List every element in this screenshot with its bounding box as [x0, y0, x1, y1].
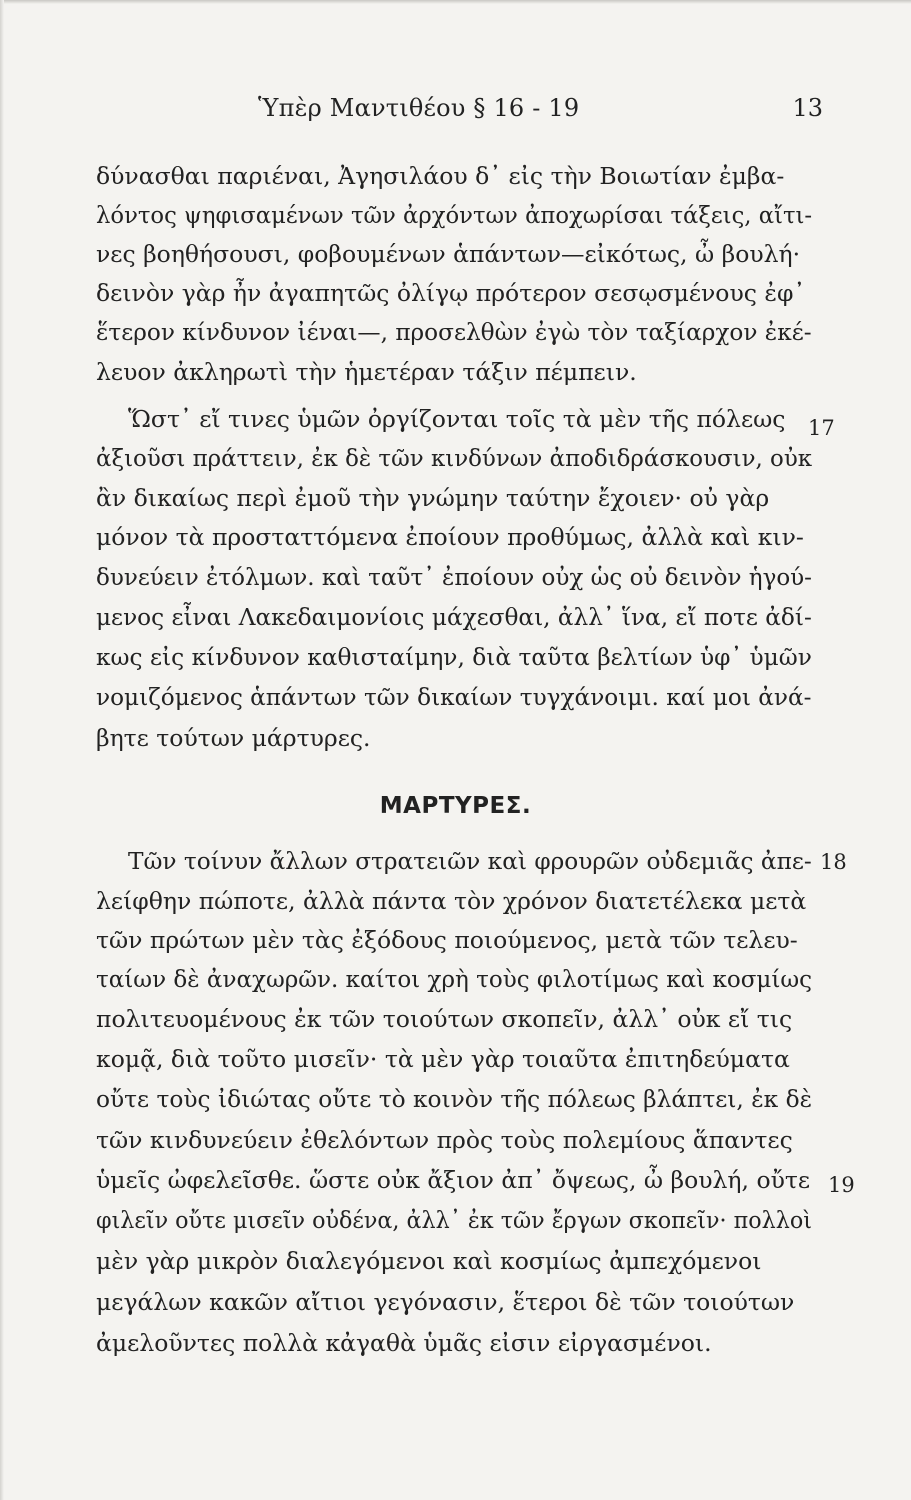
- text-line: ἕτερον κίνδυνον ἰέναι—, προσελθὼν ἐγὼ τὸν ταξίαρχον ἐκέ-: [96, 318, 812, 346]
- text-line: ταίων δὲ ἀναχωρῶν. καίτοι χρὴ τοὺς φιλοτίμως καὶ κοσμίως: [96, 965, 813, 993]
- text-line: κομᾷ, διὰ τοῦτο μισεῖν· τὰ μὲν γὰρ τοιαῦτα ἐπιτηδεύματα: [96, 1045, 790, 1073]
- section-number-18: 18: [820, 850, 847, 874]
- page-edge-shadow-left: [0, 0, 4, 1500]
- section-number-17: 17: [808, 416, 835, 440]
- text-line: νες βοηθήσουσι, φοβουμένων ἁπάντων—εἰκότως, ὦ βουλή·: [96, 240, 801, 268]
- running-head: Ὑπὲρ Μαντιθέου § 16 - 19: [258, 94, 580, 122]
- text-line: δεινὸν γὰρ ἦν ἀγαπητῶς ὀλίγῳ πρότερον σεσῳσμένους ἐφ᾽: [96, 279, 806, 307]
- text-line: μεγάλων κακῶν αἴτιοι γεγόνασιν, ἕτεροι δὲ τῶν τοιούτων: [96, 1288, 795, 1316]
- text-line: μενος εἶναι Λακεδαιμονίοις μάχεσθαι, ἀλλ᾽ ἵνα, εἴ ποτε ἀδί-: [96, 603, 812, 631]
- text-line: Τῶν τοίνυν ἄλλων στρατειῶν καὶ φρουρῶν οὐδεμιᾶς ἀπε-: [128, 847, 812, 875]
- text-line: μὲν γὰρ μικρὸν διαλεγόμενοι καὶ κοσμίως ἀμπεχόμενοι: [96, 1247, 762, 1275]
- text-line: ὑμεῖς ὠφελεῖσθε. ὥστε οὐκ ἄξιον ἀπ᾽ ὄψεως, ὦ βουλή, οὔτε: [96, 1166, 811, 1194]
- text-line: κως εἰς κίνδυνον καθισταίμην, διὰ ταῦτα βελτίων ὑφ᾽ ὑμῶν: [96, 643, 812, 671]
- section-heading: ΜΑΡΤΥΡΕΣ.: [379, 793, 532, 819]
- text-line: τῶν κινδυνεύειν ἐθελόντων πρὸς τοὺς πολεμίους ἅπαντες: [96, 1126, 793, 1154]
- text-line: μόνον τὰ προσταττόμενα ἐποίουν προθύμως, ἀλλὰ καὶ κιν-: [96, 523, 804, 551]
- text-line: οὔτε τοὺς ἰδιώτας οὔτε τὸ κοινὸν τῆς πόλεως βλάπτει, ἐκ δὲ: [96, 1085, 813, 1113]
- text-line: Ὥστ᾽ εἴ τινες ὑμῶν ὀργίζονται τοῖς τὰ μὲν τῆς πόλεως: [128, 405, 786, 433]
- text-line: ἀμελοῦντες πολλὰ κἀγαθὰ ὑμᾶς εἰσιν εἰργασμένοι.: [96, 1329, 712, 1357]
- text-line: δύνασθαι παριέναι, Ἀγησιλάου δ᾽ εἰς τὴν Βοιωτίαν ἐμβα-: [96, 162, 785, 190]
- text-line: φιλεῖν οὔτε μισεῖν οὐδένα, ἀλλ᾽ ἐκ τῶν ἔργων σκοπεῖν· πολλοὶ: [96, 1206, 812, 1234]
- text-line: νομιζόμενος ἁπάντων τῶν δικαίων τυγχάνοιμι. καί μοι ἀνά-: [96, 683, 812, 711]
- text-line: δυνεύειν ἐτόλμων. καὶ ταῦτ᾽ ἐποίουν οὐχ ὡς οὐ δεινὸν ἡγού-: [96, 563, 812, 591]
- text-line: λευον ἀκληρωτὶ τὴν ἡμετέραν τάξιν πέμπειν.: [96, 358, 637, 386]
- text-line: λόντος ψηφισαμένων τῶν ἀρχόντων ἀποχωρίσαι τάξεις, αἴτι-: [96, 201, 813, 229]
- text-line: λείφθην πώποτε, ἀλλὰ πάντα τὸν χρόνον διατετέλεκα μετὰ: [96, 887, 807, 915]
- text-line: ἀξιοῦσι πράττειν, ἐκ δὲ τῶν κινδύνων ἀποδιδράσκουσιν, οὐκ: [96, 444, 813, 472]
- page-edge-shadow-top: [0, 0, 911, 4]
- page-number: 13: [792, 94, 823, 122]
- text-line: βητε τούτων μάρτυρες.: [96, 724, 371, 752]
- text-line: ἂν δικαίως περὶ ἐμοῦ τὴν γνώμην ταύτην ἔχοιεν· οὐ γὰρ: [96, 484, 770, 512]
- section-number-19: 19: [828, 1173, 855, 1197]
- text-line: τῶν πρώτων μὲν τὰς ἐξόδους ποιούμενος, μετὰ τῶν τελευ-: [96, 926, 798, 954]
- text-line: πολιτευομένους ἐκ τῶν τοιούτων σκοπεῖν, ἀλλ᾽ οὐκ εἴ τις: [96, 1005, 793, 1033]
